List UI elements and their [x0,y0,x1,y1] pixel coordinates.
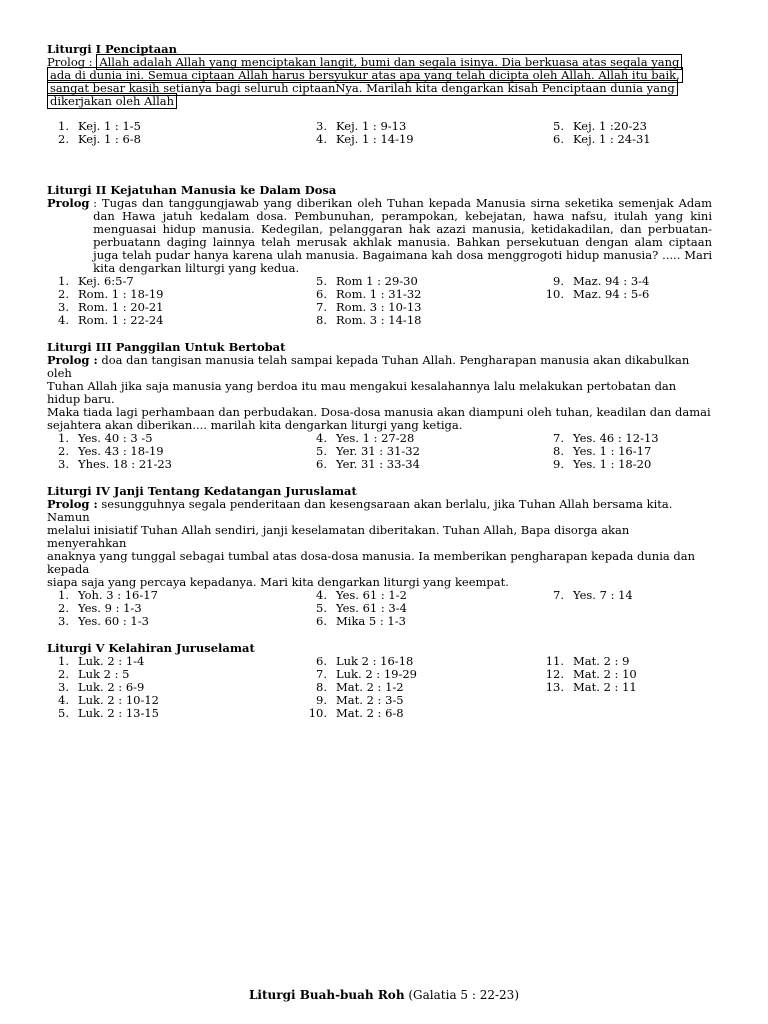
verse-item: 2. Yes. 43 : 18-19 [58,444,164,458]
verse-item: 6. Rom. 1 : 31-32 [316,287,422,301]
section-title: Liturgi IV Janji Tentang Kedatangan Juruslamat [47,484,357,498]
verse-item: 12. Mat. 2 : 10 [545,667,637,681]
prolog-paragraph [47,197,712,275]
verse-item: 4. Yes. 61 : 1-2 [316,588,407,602]
verse-item: 6. Luk 2 : 16-18 [316,654,414,668]
section-liturgi-1 [47,43,712,146]
verse-item: 3. Yes. 60 : 1-3 [58,614,149,628]
prolog-paragraph [47,498,712,589]
verse-item: 6. Yer. 31 : 33-34 [316,457,420,471]
verse-item: 2. Luk 2 : 5 [58,667,130,681]
section-liturgi-3 [47,341,712,471]
prolog-paragraph [47,354,712,432]
verse-column [47,655,305,720]
verse-column [542,589,712,628]
verse-list [47,655,712,720]
verse-item: 10. Maz. 94 : 5-6 [545,287,650,301]
prolog-line: sejahtera akan diberikan.... marilah kita dengarkan liturgi yang ketiga. [47,418,463,432]
verse-item: 8. Yes. 1 : 16-17 [553,444,652,458]
verse-item: 3. Kej. 1 : 9-13 [316,119,407,133]
verse-column [47,120,305,146]
verse-item: 7. Yes. 46 : 12-13 [553,431,659,445]
verse-item: 3. Rom. 1 : 20-21 [58,300,164,314]
prolog-label: Prolog : [47,55,93,69]
section-liturgi-5 [47,642,712,720]
verse-item: 3. Luk. 2 : 6-9 [58,680,145,694]
verse-item: 4. Kej. 1 : 14-19 [316,132,414,146]
prolog-label: Prolog : [47,353,98,367]
verse-item: 8. Rom. 3 : 14-18 [316,313,422,327]
verse-column [542,432,712,471]
verse-column [542,120,712,146]
verse-item: 2. Yes. 9 : 1-3 [58,601,142,615]
section-title: Liturgi V Kelahiran Juruselamat [47,641,255,655]
prolog-line: sangat besar kasih setianya bagi seluruh ciptaanNya. Marilah kita dengarkan kisah Penciptaan dunia yang [47,80,678,96]
verse-item: 7. Yes. 7 : 14 [553,588,633,602]
verse-item: 1. Kej. 1 : 1-5 [58,119,141,133]
section-liturgi-4 [47,485,712,628]
verse-list [47,120,712,146]
verse-item: 6. Kej. 1 : 24-31 [553,132,651,146]
verse-item: 5. Yer. 31 : 31-32 [316,444,420,458]
verse-column [305,120,542,146]
verse-column [305,655,542,720]
verse-item: 5. Luk. 2 : 13-15 [58,706,159,720]
prolog-text: : Tugas dan tanggungjawab yang diberikan oleh Tuhan kepada Manusia sirna seketika semenjak Adam dan Hawa jatuh kedalam dosa. Pembunuhan, perampokan, kebejatan, hawa nafsu, itulah yang kini menguasai hidup manusia. Kedegilan, pelanggaran hak azazi manusia, ketidakadilan, dan perbuatan-perbuatann daging lainnya telah merusak akhlak manusia. Bahkan persekutuan dengan alam ciptaan juga telah pudar hanya karena ulah manusia. Bagaimana kah dosa menggrogoti hidup manusia? ..... Mari kita dengarkan lilturgi yang kedua. [93,196,712,275]
section-title: Liturgi III Panggilan Untuk Bertobat [47,340,286,354]
prolog-line: ada di dunia ini. Semua ciptaan Allah harus bersyukur atas apa yang telah dicipta oleh Allah. Allah itu baik, [47,67,683,83]
prolog-line: doa dan tangisan manusia telah sampai kepada Tuhan Allah. Pengharapan manusia akan dikabulkan oleh [47,353,690,380]
document-page [47,43,712,734]
verse-item: 11. Mat. 2 : 9 [545,654,630,668]
verse-item: 4. Luk. 2 : 10-12 [58,693,159,707]
verse-column [47,589,305,628]
prolog-line: Allah adalah Allah yang menciptakan langit, bumi dan segala isinya. Dia berkuasa atas segala yang [96,54,682,70]
prolog-line: Tuhan Allah jika saja manusia yang berdoa itu mau mengakui kesalahannya lalu melakukan pertobatan dan hidup baru. [47,379,677,406]
verse-item: 5. Yes. 61 : 3-4 [316,601,407,615]
verse-item: 2. Rom. 1 : 18-19 [58,287,164,301]
footer-heading [0,989,768,1002]
prolog-label: Prolog [47,196,90,210]
verse-column [47,432,305,471]
prolog-line: dikerjakan oleh Allah [47,93,177,109]
verse-item: 7. Rom. 3 : 10-13 [316,300,422,314]
verse-list [47,275,712,327]
verse-item: 4. Rom. 1 : 22-24 [58,313,164,327]
verse-item: 6. Mika 5 : 1-3 [316,614,406,628]
verse-column [542,655,712,720]
verse-item: 1. Yes. 40 : 3 -5 [58,431,153,445]
verse-column [542,275,712,327]
verse-item: 4. Yes. 1 : 27-28 [316,431,415,445]
verse-item: 10. Mat. 2 : 6-8 [308,706,404,720]
section-title: Liturgi II Kejatuhan Manusia ke Dalam Dosa [47,183,337,197]
verse-item: 1. Kej. 6:5-7 [58,274,134,288]
verse-item: 9. Yes. 1 : 18-20 [553,457,652,471]
verse-item: 9. Mat. 2 : 3-5 [316,693,404,707]
verse-column [305,275,542,327]
verse-item: 3. Yhes. 18 : 21-23 [58,457,172,471]
prolog-line: sesungguhnya segala penderitaan dan kesengsaraan akan berlalu, jika Tuhan Allah bersama kita. Namun [47,497,673,524]
prolog-line: anaknya yang tunggal sebagai tumbal atas dosa-dosa manusia. Ia memberikan pengharapan kepada dunia dan kepada [47,549,696,576]
verse-column [305,589,542,628]
section-title: Liturgi I Penciptaan [47,42,177,56]
verse-column [47,275,305,327]
verse-list [47,589,712,628]
verse-item: 9. Maz. 94 : 3-4 [553,274,650,288]
verse-item: 8. Mat. 2 : 1-2 [316,680,404,694]
verse-item: 5. Rom 1 : 29-30 [316,274,418,288]
prolog-line: Maka tiada lagi perhambaan dan perbudakan. Dosa-dosa manusia akan diampuni oleh tuhan, keadilan dan damai [47,405,711,419]
prolog-line: siapa saja yang percaya kepadanya. Mari kita dengarkan liturgi yang keempat. [47,575,509,589]
verse-item: 1. Yoh. 3 : 16-17 [58,588,158,602]
footer-title: Liturgi Buah-buah Roh [248,988,405,1002]
prolog-line: melalui inisiatif Tuhan Allah sendiri, janji keselamatan diberitakan. Tuhan Allah, Bapa disorga akan menyerahkan [47,523,630,550]
verse-item: 1. Luk. 2 : 1-4 [58,654,145,668]
verse-item: 5. Kej. 1 :20-23 [553,119,647,133]
verse-item: 13. Mat. 2 : 11 [545,680,637,694]
verse-column [305,432,542,471]
verse-list [47,432,712,471]
section-liturgi-2 [47,184,712,327]
prolog-label: Prolog : [47,497,98,511]
verse-item: 2. Kej. 1 : 6-8 [58,132,141,146]
footer-reference: (Galatia 5 : 22-23) [408,988,519,1002]
prolog-paragraph [47,56,712,108]
verse-item: 7. Luk. 2 : 19-29 [316,667,417,681]
